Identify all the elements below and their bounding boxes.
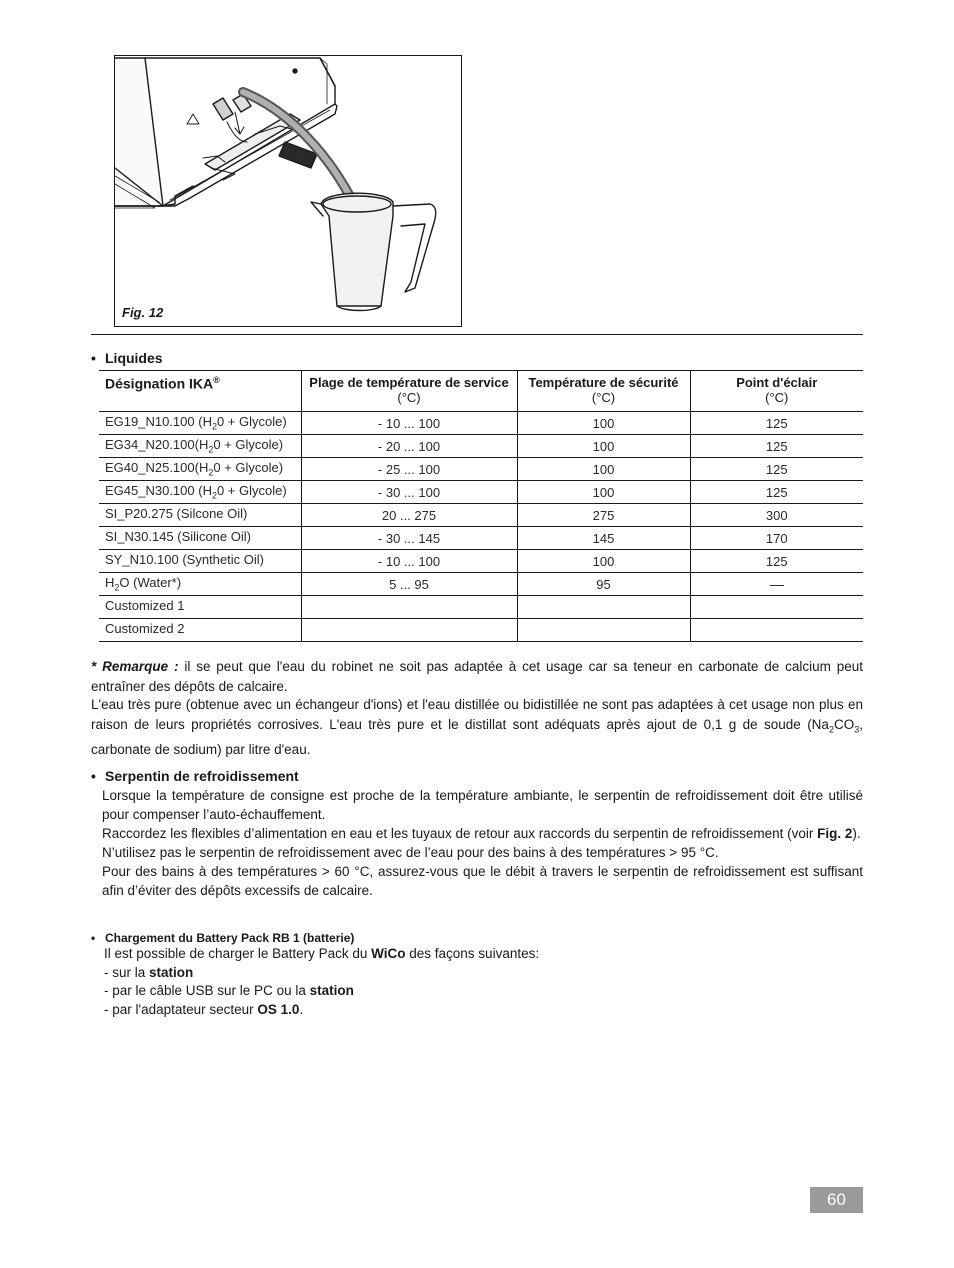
cell-flash: 170 [690,527,863,550]
bullet: • [91,931,96,945]
cell-designation: Customized 1 [99,596,301,619]
battery-title: Chargement du Battery Pack RB 1 (batterie) [105,931,355,945]
remarque-paragraph-2: L'eau très pure (obtenue avec un échangeur d'ions) et l'eau distillée ou bidistillée ne sont pas adaptées à cet usage non plus en raison de leurs propriétés corrosives. L'eau très pure et le distillat sont adéquats après ajout de 0,1 g de soude ($Na_2CO_3$, carbonate de sodium) par litre d'eau. [91,697,863,757]
cell-designation: $EG34\_N20.100(H_20$ + Glycole) [99,435,301,458]
cell-designation: SY_N10.100 (Synthetic Oil) [99,550,301,573]
serpentin-p4: Pour des bains à des températures > 60 °C, assurez-vous que le débit à travers le serpentin de refroidissement est suffisant afin d’éviter des dépôts excessifs de calcaire. [102,864,863,898]
serpentin-p2: Raccordez les flexibles d’alimentation en eau et les tuyaux de retour aux raccords du serpentin de refroidissement (voir Fig. 2). [102,826,861,841]
table-row [99,527,863,550]
header-designation: Désignation IKA® [99,371,301,412]
cell-safety [517,596,690,619]
battery-item-1: - sur la station [104,964,194,980]
serpentin-p1: Lorsque la température de consigne est proche de la température ambiante, le serpentin de refroidissement doit être utilisé pour compenser l’auto-échauffement. [102,788,863,822]
cell-range: 20 ... 275 [301,504,517,527]
table-row [99,481,863,504]
cell-range: - 30 ... 100 [301,481,517,504]
cell-flash: 125 [690,481,863,504]
cell-flash: 125 [690,458,863,481]
cell-safety [517,619,690,642]
cell-designation: $EG40\_N25.100(H_20$ + Glycole) [99,458,301,481]
table-row [99,596,863,619]
section-divider [91,334,863,335]
cell-range: - 10 ... 100 [301,412,517,435]
table-row [99,504,863,527]
bullet: • [91,350,96,366]
cell-safety: 100 [517,412,690,435]
header-safety: Température de sécurité (°C) [517,371,690,412]
figure-caption: Fig. 12 [122,305,164,320]
table-row [99,573,863,596]
cell-flash: 300 [690,504,863,527]
battery-item-2: - par le câble USB sur le PC ou la station [104,983,354,998]
dash-mark [770,585,784,586]
serpentin-title: Serpentin de refroidissement [105,768,299,784]
cell-safety: 95 [517,573,690,596]
table-row [99,619,863,642]
battery-body [104,945,539,1019]
serpentin-body [102,786,863,900]
cell-designation: SI_N30.145 (Silicone Oil) [99,527,301,550]
cell-designation: Customized 2 [99,619,301,642]
table-row [99,412,863,435]
table-row [99,435,863,458]
cell-flash [690,573,863,596]
cell-designation: EG45_N30.100 ($H_20$ + Glycole) [99,481,301,504]
cell-safety: 100 [517,435,690,458]
cell-range: - 30 ... 145 [301,527,517,550]
cell-range [301,596,517,619]
fluids-table [99,370,863,642]
table-row [99,458,863,481]
serpentin-heading [91,768,299,784]
serpentin-p3: N’utilisez pas le serpentin de refroidissement avec de l’eau pour des bains à des températures > 95 °C. [102,845,719,860]
cell-range: - 10 ... 100 [301,550,517,573]
liquides-title: Liquides [105,350,163,366]
remarque-label: * Remarque : [91,659,179,674]
cell-safety: 100 [517,458,690,481]
cell-designation: SI_P20.275 (Silcone Oil) [99,504,301,527]
cell-designation: $H_2O$ (Water*) [99,573,301,596]
cell-range: - 20 ... 100 [301,435,517,458]
header-flash: Point d'éclair (°C) [690,371,863,412]
liquides-heading [91,350,163,366]
header-range: Plage de température de service (°C) [301,371,517,412]
bullet: • [91,768,96,784]
battery-heading [91,931,354,945]
table-row [99,550,863,573]
cell-flash [690,619,863,642]
cell-safety: 275 [517,504,690,527]
cell-safety: 100 [517,550,690,573]
cell-range: - 25 ... 100 [301,458,517,481]
cell-flash: 125 [690,550,863,573]
cell-range: 5 ... 95 [301,573,517,596]
cell-flash: 125 [690,435,863,458]
battery-intro: Il est possible de charger le Battery Pack du WiCo des façons suivantes: [104,946,540,961]
table-header-row [99,371,863,412]
page-number: 60 [810,1187,863,1213]
cell-range [301,619,517,642]
cell-safety: 145 [517,527,690,550]
cell-designation: EG19_N10.100 ($H_20$ + Glycole) [99,412,301,435]
figure-12 [114,55,462,327]
cell-flash [690,596,863,619]
remarque-paragraph-1: * Remarque : il se peut que l'eau du robinet ne soit pas adaptée à cet usage car sa teneur en carbonate de calcium peut entraîner des dépôts de calcaire. [91,659,863,694]
device-drain-illustration [115,56,462,327]
cell-safety: 100 [517,481,690,504]
battery-item-3: - par l'adaptateur secteur OS 1.0. [104,1001,304,1017]
cell-flash: 125 [690,412,863,435]
